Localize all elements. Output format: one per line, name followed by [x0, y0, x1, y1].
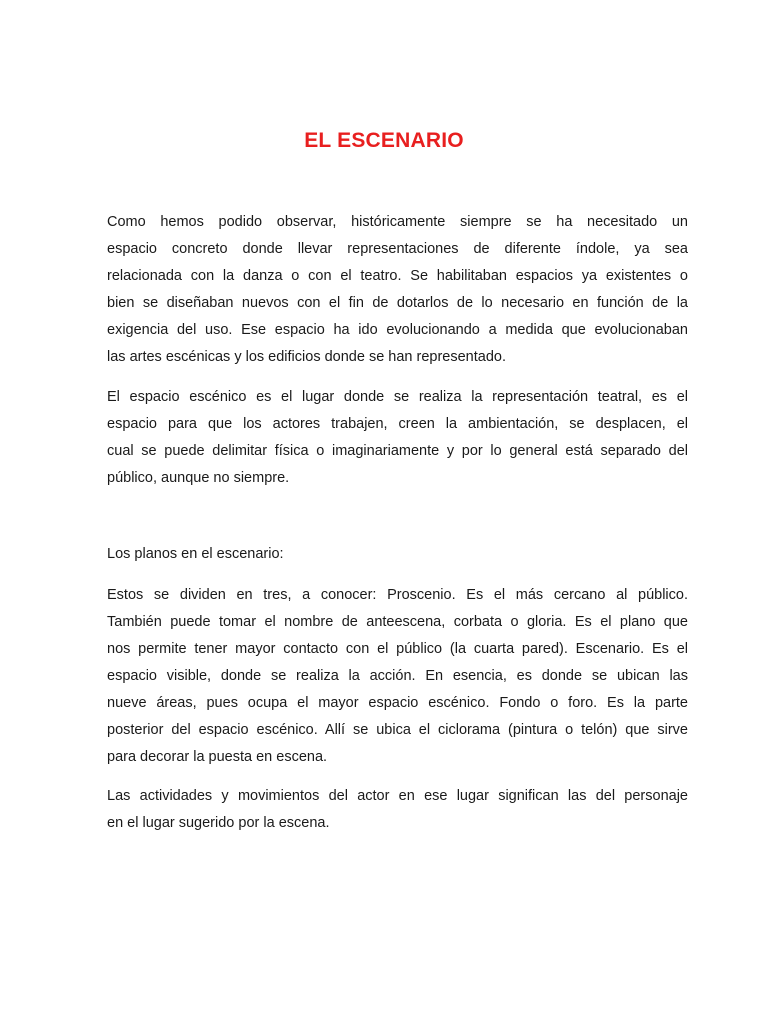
paragraph-line: espacio visible, donde se realiza la acción. En esencia, es donde se ubican las	[107, 668, 688, 684]
paragraph-line: Como hemos podido observar, históricamente siempre se ha necesitado un	[107, 214, 688, 230]
paragraph-line: bien se diseñaban nuevos con el fin de dotarlos de lo necesario en función de la	[107, 295, 688, 311]
paragraph-planos	[107, 582, 688, 771]
paragraph-line: También puede tomar el nombre de anteescena, corbata o gloria. Es el plano que	[107, 614, 688, 630]
paragraph-line: para decorar la puesta en escena.	[107, 749, 328, 765]
paragraph-line: El espacio escénico es el lugar donde se realiza la representación teatral, es el	[107, 389, 688, 405]
paragraph-line: las artes escénicas y los edificios donde se han representado.	[107, 349, 506, 365]
paragraph-espacio-escenico	[107, 384, 688, 492]
paragraph-intro	[107, 209, 688, 371]
paragraph-line: posterior del espacio escénico. Allí se ubica el ciclorama (pintura o telón) que sirve	[107, 722, 688, 738]
paragraph-planos-heading	[107, 541, 688, 568]
paragraph-line: nueve áreas, pues ocupa el mayor espacio escénico. Fondo o foro. Es la parte	[107, 695, 688, 711]
paragraph-line: en el lugar sugerido por la escena.	[107, 815, 330, 831]
paragraph-line: espacio concreto donde llevar representaciones de diferente índole, ya sea	[107, 241, 688, 257]
paragraph-line: Los planos en el escenario:	[107, 546, 284, 562]
paragraph-line: Las actividades y movimientos del actor en ese lugar significan las del personaje	[107, 788, 688, 804]
paragraph-actividades	[107, 783, 688, 837]
paragraph-line: nos permite tener mayor contacto con el público (la cuarta pared). Escenario. Es el	[107, 641, 688, 657]
paragraph-line: espacio para que los actores trabajen, creen la ambientación, se desplacen, el	[107, 416, 688, 432]
document-title: EL ESCENARIO	[304, 129, 464, 152]
paragraph-line: Estos se dividen en tres, a conocer: Proscenio. Es el más cercano al público.	[107, 587, 688, 603]
paragraph-line: exigencia del uso. Ese espacio ha ido evolucionando a medida que evolucionaban	[107, 322, 688, 338]
paragraph-line: público, aunque no siempre.	[107, 470, 290, 486]
paragraph-line: cual se puede delimitar física o imaginariamente y por lo general está separado del	[107, 443, 688, 459]
paragraph-line: relacionada con la danza o con el teatro. Se habilitaban espacios ya existentes o	[107, 268, 688, 284]
